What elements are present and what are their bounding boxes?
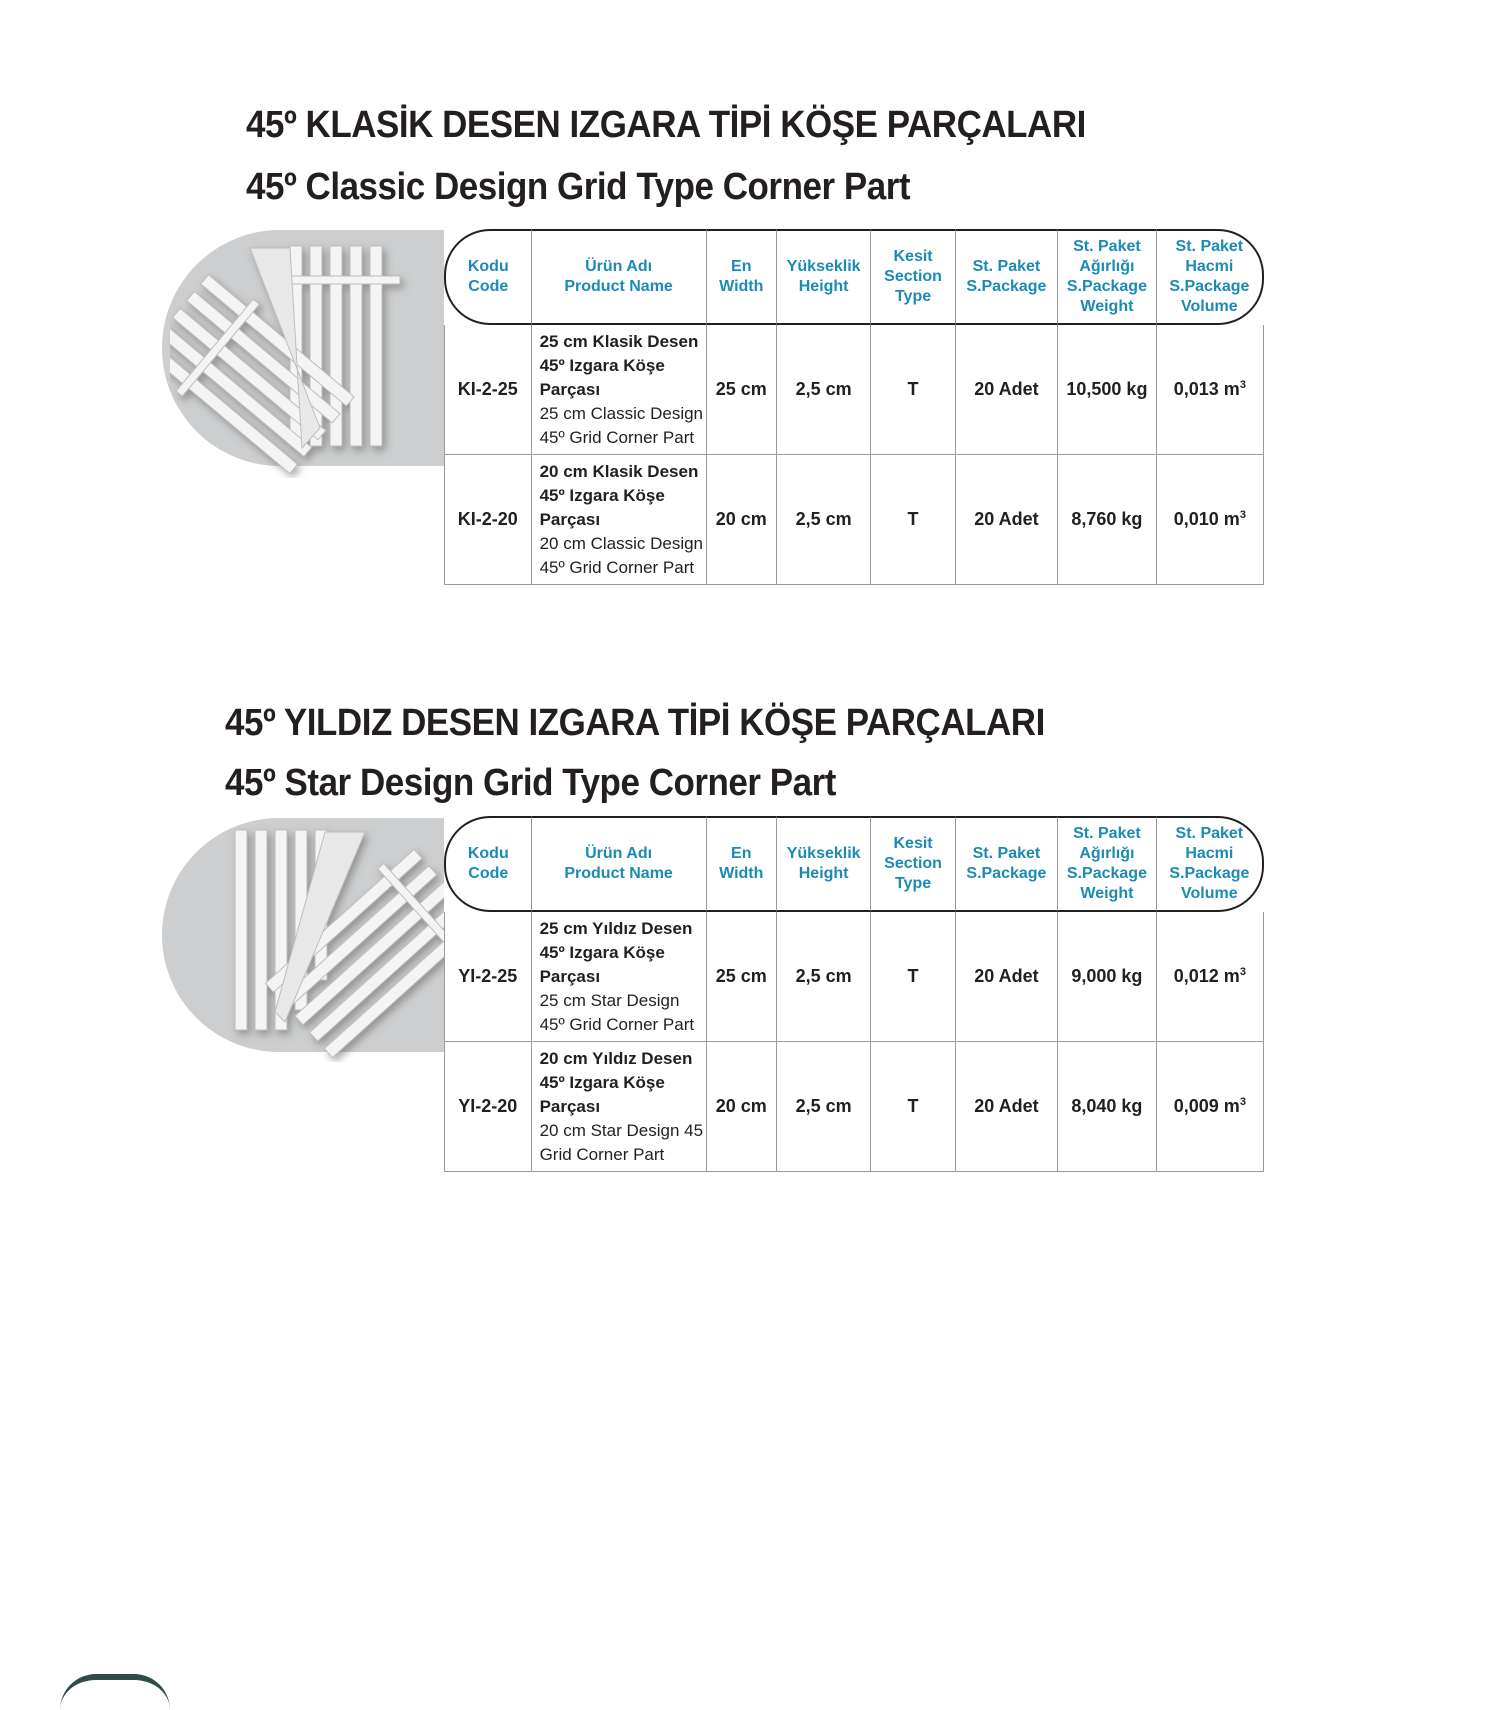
cell-height: 2,5 cm bbox=[777, 1042, 871, 1172]
section-title-tr: 45º KLASİK DESEN IZGARA TİPİ KÖŞE PARÇALARI bbox=[246, 104, 1086, 146]
cell-code: YI-2-25 bbox=[444, 912, 532, 1042]
cell-volume: 0,010 $m^3$ bbox=[1157, 455, 1264, 585]
header-product-name: Ürün Adı Product Name bbox=[532, 816, 707, 912]
cell-volume: 0,013 $m^3$ bbox=[1157, 325, 1264, 455]
cell-height: 2,5 cm bbox=[777, 325, 871, 455]
cell-weight: 10,500 kg bbox=[1058, 325, 1157, 455]
header-code: Kodu Code bbox=[444, 229, 532, 325]
cell-code: YI-2-20 bbox=[444, 1042, 532, 1172]
cell-package: 20 Adet bbox=[956, 455, 1058, 585]
page-corner-decoration bbox=[60, 1674, 170, 1710]
header-section-type: Kesit Section Type bbox=[871, 816, 955, 912]
cell-height: 2,5 cm bbox=[777, 912, 871, 1042]
section-title-en: 45º Star Design Grid Type Corner Part bbox=[225, 762, 836, 804]
table-header-row bbox=[444, 816, 1264, 912]
cell-weight: 8,760 kg bbox=[1058, 455, 1157, 585]
cell-section: T bbox=[871, 1042, 955, 1172]
cell-code: KI-2-20 bbox=[444, 455, 532, 585]
header-package: St. Paket S.Package bbox=[956, 229, 1058, 325]
cell-product-name: 25 cm Yıldız Desen 45º Izgara Köşe Parçası 25 cm Star Design 45º Grid Corner Part bbox=[532, 912, 707, 1042]
section-title-tr: 45º YILDIZ DESEN IZGARA TİPİ KÖŞE PARÇALARI bbox=[225, 702, 1045, 744]
header-package-volume: St. Paket Hacmi S.Package Volume bbox=[1157, 816, 1264, 912]
cell-width: 25 cm bbox=[707, 325, 777, 455]
cell-package: 20 Adet bbox=[956, 325, 1058, 455]
cell-product-name: 25 cm Klasik Desen 45º Izgara Köşe Parçası 25 cm Classic Design 45º Grid Corner Part bbox=[532, 325, 707, 455]
cell-section: T bbox=[871, 912, 955, 1042]
cell-section: T bbox=[871, 325, 955, 455]
section-title-en: 45º Classic Design Grid Type Corner Part bbox=[246, 166, 911, 208]
header-width: En Width bbox=[707, 816, 777, 912]
header-package: St. Paket S.Package bbox=[956, 816, 1058, 912]
header-package-volume: St. Paket Hacmi S.Package Volume bbox=[1157, 229, 1264, 325]
header-package-weight: St. Paket Ağırlığı S.Package Weight bbox=[1058, 229, 1157, 325]
star-spec-table bbox=[444, 816, 1264, 1172]
cell-product-name: 20 cm Klasik Desen 45º Izgara Köşe Parçası 20 cm Classic Design 45º Grid Corner Part bbox=[532, 455, 707, 585]
header-height: Yükseklik Height bbox=[777, 229, 871, 325]
cell-volume: 0,012 $m^3$ bbox=[1157, 912, 1264, 1042]
cell-section: T bbox=[871, 455, 955, 585]
header-width: En Width bbox=[707, 229, 777, 325]
header-product-name: Ürün Adı Product Name bbox=[532, 229, 707, 325]
header-package-weight: St. Paket Ağırlığı S.Package Weight bbox=[1058, 816, 1157, 912]
cell-weight: 9,000 kg bbox=[1058, 912, 1157, 1042]
cell-volume: 0,009 $m^3$ bbox=[1157, 1042, 1264, 1172]
cell-code: KI-2-25 bbox=[444, 325, 532, 455]
header-code: Kodu Code bbox=[444, 816, 532, 912]
header-section-type: Kesit Section Type bbox=[871, 229, 955, 325]
table-row bbox=[444, 1042, 1264, 1172]
cell-weight: 8,040 kg bbox=[1058, 1042, 1157, 1172]
cell-width: 25 cm bbox=[707, 912, 777, 1042]
table-row bbox=[444, 912, 1264, 1042]
header-height: Yükseklik Height bbox=[777, 816, 871, 912]
cell-width: 20 cm bbox=[707, 1042, 777, 1172]
cell-package: 20 Adet bbox=[956, 1042, 1058, 1172]
cell-package: 20 Adet bbox=[956, 912, 1058, 1042]
cell-height: 2,5 cm bbox=[777, 455, 871, 585]
cell-product-name: 20 cm Yıldız Desen 45º Izgara Köşe Parçası 20 cm Star Design 45 Grid Corner Part bbox=[532, 1042, 707, 1172]
star-corner-grid-image bbox=[225, 822, 465, 1062]
cell-width: 20 cm bbox=[707, 455, 777, 585]
